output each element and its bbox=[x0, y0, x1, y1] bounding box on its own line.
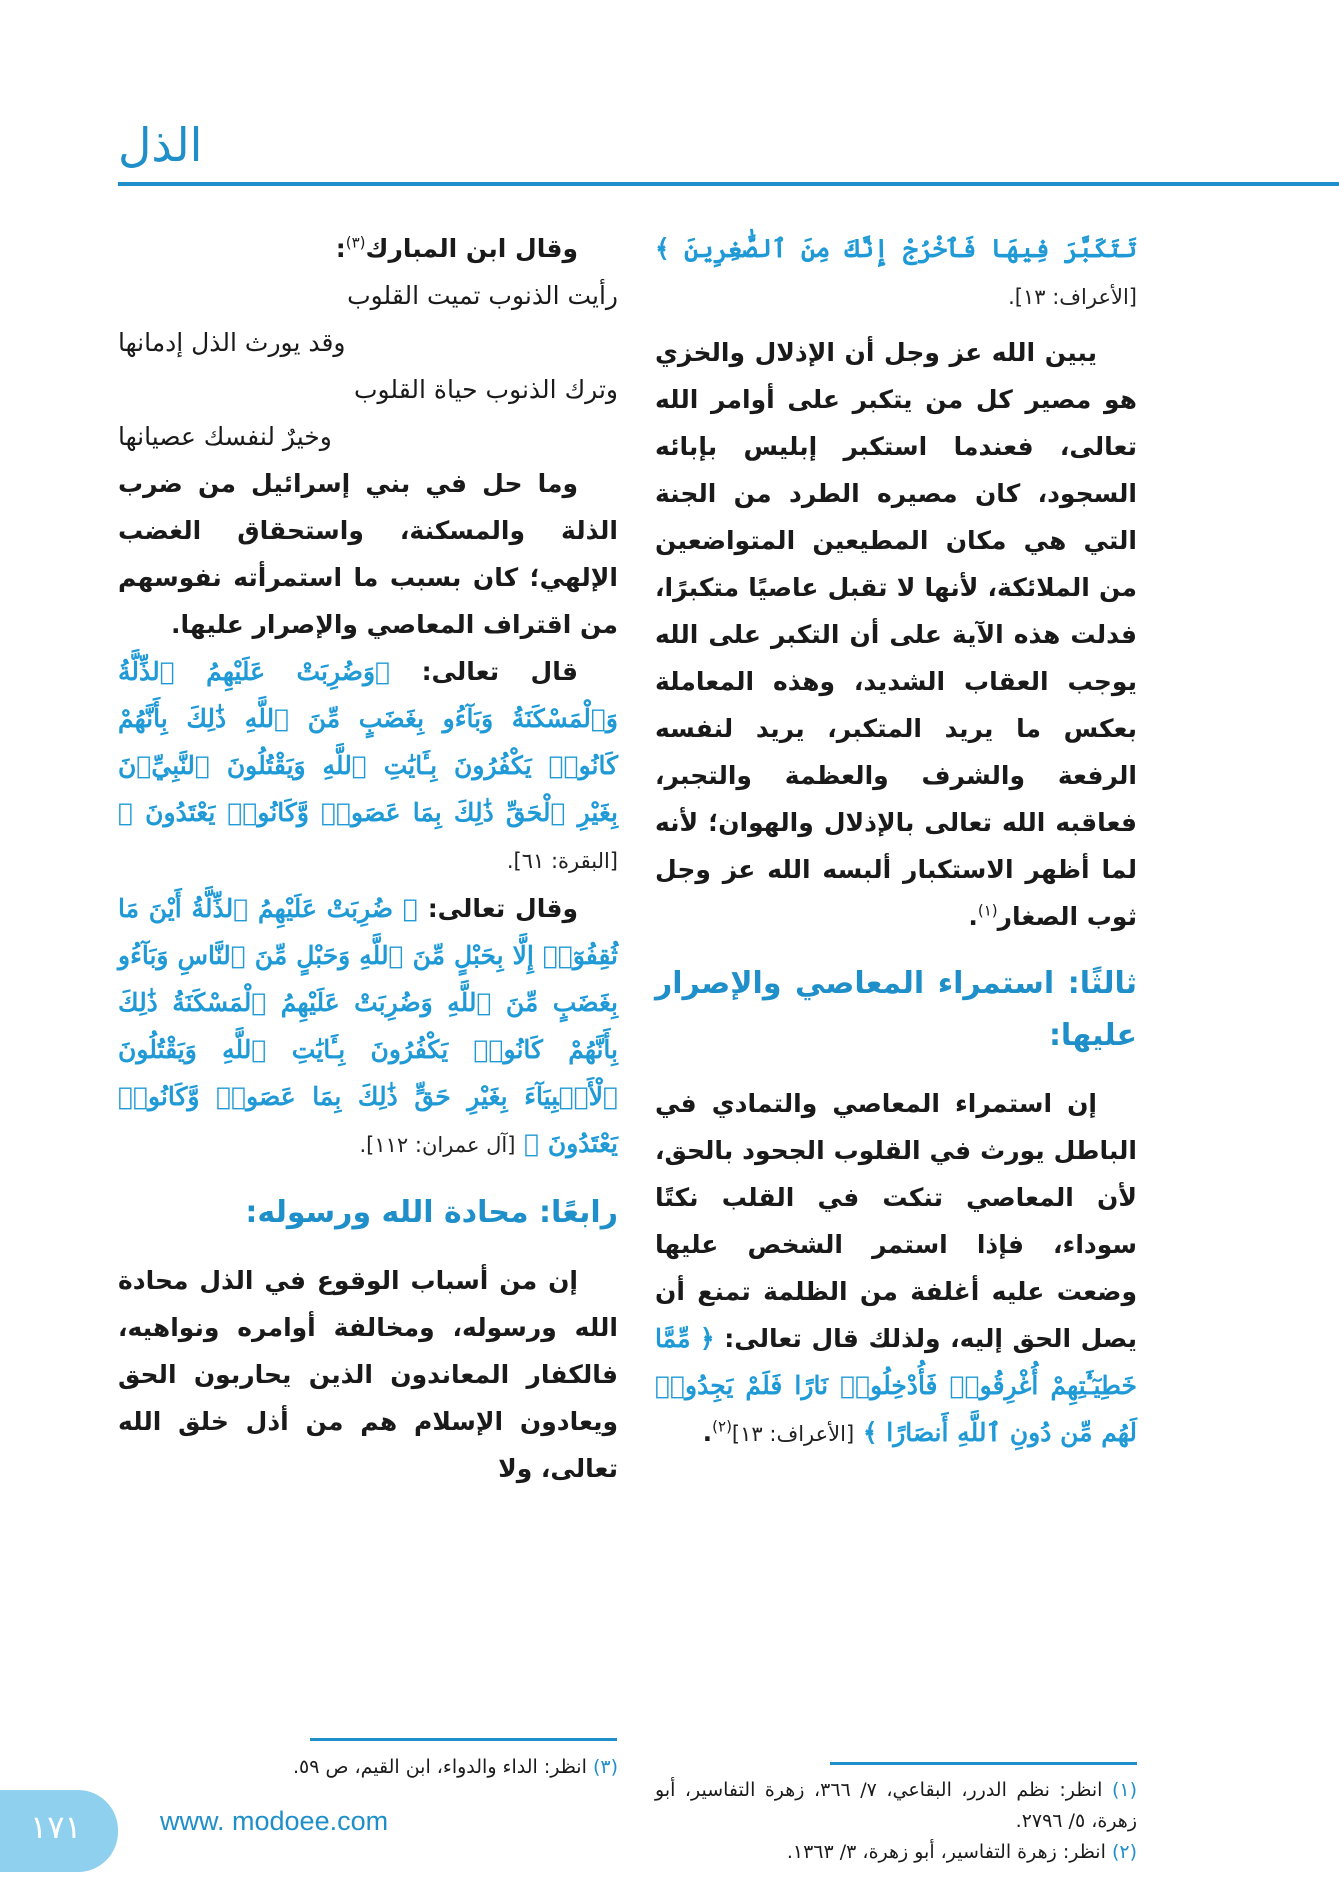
paragraph: وما حل في بني إسرائيل من ضرب الذلة والمسكنة، واستحقاق الغضب الإلهي؛ كان بسبب ما استمرأته نفوسهم من اقتراف المعاصي والإصرار عليها. bbox=[118, 469, 618, 639]
poem-line: وخيرٌ لنفسك عصيانها bbox=[118, 422, 332, 451]
footnote bbox=[655, 1837, 1137, 1868]
quran-verse: ﴿ مِّمَّا خَطِيٓـَٰٔتِهِمْ أُغْرِقُوا۟ فَأُدْخِلُوا۟ نَارًا فَلَمْ يَجِدُوا۟ لَهُم مِّن دُونِ ٱللَّهِ أَنصَارًا ﴾ bbox=[655, 1324, 1137, 1447]
verse-intro: قال تعالى: bbox=[421, 657, 578, 686]
poem-line: وقد يورث الذل إدمانها bbox=[118, 328, 346, 357]
left-column bbox=[118, 225, 618, 1492]
footnotes-right bbox=[655, 1775, 1137, 1868]
footnote-divider bbox=[830, 1762, 1137, 1765]
footnote-marker: (٢) bbox=[712, 1417, 732, 1436]
poem-intro: وقال ابن المبارك$^{(٣)}$: bbox=[335, 233, 578, 263]
footnote-marker: (١) bbox=[977, 901, 998, 920]
website-link[interactable]: www. modoee.com bbox=[160, 1806, 389, 1836]
paragraph-text: وقال ابن المبارك bbox=[365, 234, 578, 263]
verse-reference: [الأعراف: ١٣]. bbox=[1008, 285, 1137, 309]
verse-intro: وقال تعالى: bbox=[427, 894, 578, 923]
paragraph: إن من أسباب الوقوع في الذل محادة الله ورسوله، ومخالفة أوامره ونواهيه، فالكفار المعاندون الذين يحاربون الحق ويعادون الإسلام هم من أذل خلق الله تعالى، ولا bbox=[118, 1266, 618, 1483]
verse-top bbox=[655, 225, 1137, 321]
paragraph-text: يبين الله عز وجل أن الإذلال والخزي هو مصير كل من يتكبر على أوامر الله تعالى، فعندما استكبر إبليس بإبائه السجود، كان مصيره الطرد من الجنة التي هي مكان المطيعين المتواضعين من الملائكة، لأنها لا تقبل عاصيًا متكبرًا، فدلت هذه الآية على أن التكبر على الله يوجب العقاب الشديد، وهذه المعاملة بعكس ما يريد المتكبر، يريد لنفسه الرفعة والشرف والعظمة والتجبر، فعاقبه الله تعالى بالإذلال والهوان؛ لأنه لما أظهر الاستكبار ألبسه الله عز وجل ثوب الصغار bbox=[655, 338, 1137, 931]
footnote-text: انظر: الداء والدواء، ابن القيم، ص ٥٩. bbox=[292, 1756, 587, 1778]
footnote-marker: (٣) bbox=[345, 233, 366, 252]
verse-block bbox=[118, 648, 618, 885]
footnote-divider bbox=[310, 1738, 617, 1741]
page-number: ١٧١ bbox=[30, 1808, 82, 1846]
paragraph: يبين الله عز وجل أن الإذلال والخزي هو مصير كل من يتكبر على أوامر الله تعالى، فعندما استكبر إبليس بإبائه السجود، كان مصيره الطرد من الجنة التي هي مكان المطيعين المتواضعين من الملائكة، لأنها لا تقبل عاصيًا متكبرًا، فدلت هذه الآية على أن التكبر على الله يوجب العقاب الشديد، وهذه المعاملة بعكس ما يريد المتكبر، يريد لنفسه الرفعة والشرف والعظمة والتجبر، فعاقبه الله تعالى بالإذلال والهوان؛ لأنه لما أظهر الاستكبار ألبسه الله عز وجل ثوب الصغار$^{(١)}$. bbox=[655, 338, 1137, 931]
paragraph: إن استمراء المعاصي والتمادي في الباطل يورث في القلوب الجحود بالحق، لأن المعاصي تنكت في القلب نكتًا سوداء، فإذا استمر الشخص عليها وضعت عليه أغلفة من الظلمة تمنع أن يصل الحق إليه، ولذلك قال تعالى: ﴿ مِّمَّا خَطِيٓـَٰٔتِهِمْ أُغْرِقُوا۟ فَأُدْخِلُوا۟ نَارًا فَلَمْ يَجِدُوا۟ لَهُم مِّن دُونِ ٱللَّهِ أَنصَارًا ﴾ [الأعراف: ١٣]$^{(٢)}$. bbox=[655, 1089, 1137, 1447]
verse-block bbox=[118, 885, 618, 1169]
header-rule bbox=[118, 182, 1339, 186]
section-title: رابعًا: محادة الله ورسوله: bbox=[245, 1195, 618, 1230]
footnote-text: انظر: زهرة التفاسير، أبو زهرة، ٣/ ١٣٦٣. bbox=[786, 1841, 1106, 1863]
page-title: الذل bbox=[118, 118, 203, 172]
verse-reference: [الأعراف: ١٣] bbox=[731, 1422, 855, 1446]
footnote-number: (١) bbox=[1111, 1779, 1137, 1801]
page-number-tab bbox=[0, 1790, 118, 1872]
verse-reference: [البقرة: ٦١]. bbox=[506, 849, 618, 873]
poem-line: وترك الذنوب حياة القلوب bbox=[353, 375, 618, 404]
footnote-text: انظر: نظم الدرر، البقاعي، ٧/ ٣٦٦، زهرة التفاسير، أبو زهرة، ٥/ ٢٧٩٦. bbox=[655, 1779, 1137, 1832]
quran-verse: ﴿ ضُرِبَتْ عَلَيْهِمُ ٱلذِّلَّةُ أَيْنَ مَا ثُقِفُوٓا۟ إِلَّا بِحَبْلٍ مِّنَ ٱللَّهِ وَحَبْلٍ مِّنَ ٱلنَّاسِ وَبَآءُو بِغَضَبٍ مِّنَ ٱللَّهِ وَضُرِبَتْ عَلَيْهِمُ ٱلْمَسْكَنَةُ ذَٰلِكَ بِأَنَّهُمْ كَانُوا۟ يَكْفُرُونَ بِـَٔايَٰتِ ٱللَّهِ وَيَقْتُلُونَ ٱلْأَنۢبِيَآءَ بِغَيْرِ حَقٍّ ذَٰلِكَ بِمَا عَصَوا۟ وَّكَانُوا۟ يَعْتَدُونَ ﴾ bbox=[118, 894, 618, 1158]
quran-verse: تَتَكَبَّرَ فِيهَا فَٱخْرُجْ إِنَّكَ مِنَ ٱلصَّٰغِرِينَ ﴾ bbox=[655, 234, 1137, 263]
footnotes-left bbox=[118, 1752, 618, 1783]
footnote bbox=[655, 1775, 1137, 1837]
footnote-number: (٢) bbox=[1111, 1841, 1137, 1863]
quran-verse: ﴿وَضُرِبَتْ عَلَيْهِمُ ٱلذِّلَّةُ وَٱلْمَسْكَنَةُ وَبَآءُو بِغَضَبٍ مِّنَ ٱللَّهِ ذَٰلِكَ بِأَنَّهُمْ كَانُوا۟ يَكْفُرُونَ بِـَٔايَٰتِ ٱللَّهِ وَيَقْتُلُونَ ٱلنَّبِيِّۦنَ بِغَيْرِ ٱلْحَقِّ ذَٰلِكَ بِمَا عَصَوا۟ وَّكَانُوا۟ يَعْتَدُونَ ﴾ bbox=[118, 657, 618, 827]
footnote bbox=[118, 1752, 618, 1783]
section-title: ثالثًا: استمراء المعاصي والإصرار عليها: bbox=[655, 966, 1137, 1053]
poem-line: رأيت الذنوب تميت القلوب bbox=[347, 281, 618, 310]
verse-reference: [آل عمران: ١١٢]. bbox=[359, 1133, 516, 1157]
right-column bbox=[655, 225, 1137, 1458]
paragraph-text: إن استمراء المعاصي والتمادي في الباطل يورث في القلوب الجحود بالحق، لأن المعاصي تنكت في القلب نكتًا سوداء، فإذا استمر الشخص عليها وضعت عليه أغلفة من الظلمة تمنع أن يصل الحق إليه، ولذلك قال تعالى: bbox=[655, 1089, 1137, 1353]
footnote-number: (٣) bbox=[592, 1756, 618, 1778]
